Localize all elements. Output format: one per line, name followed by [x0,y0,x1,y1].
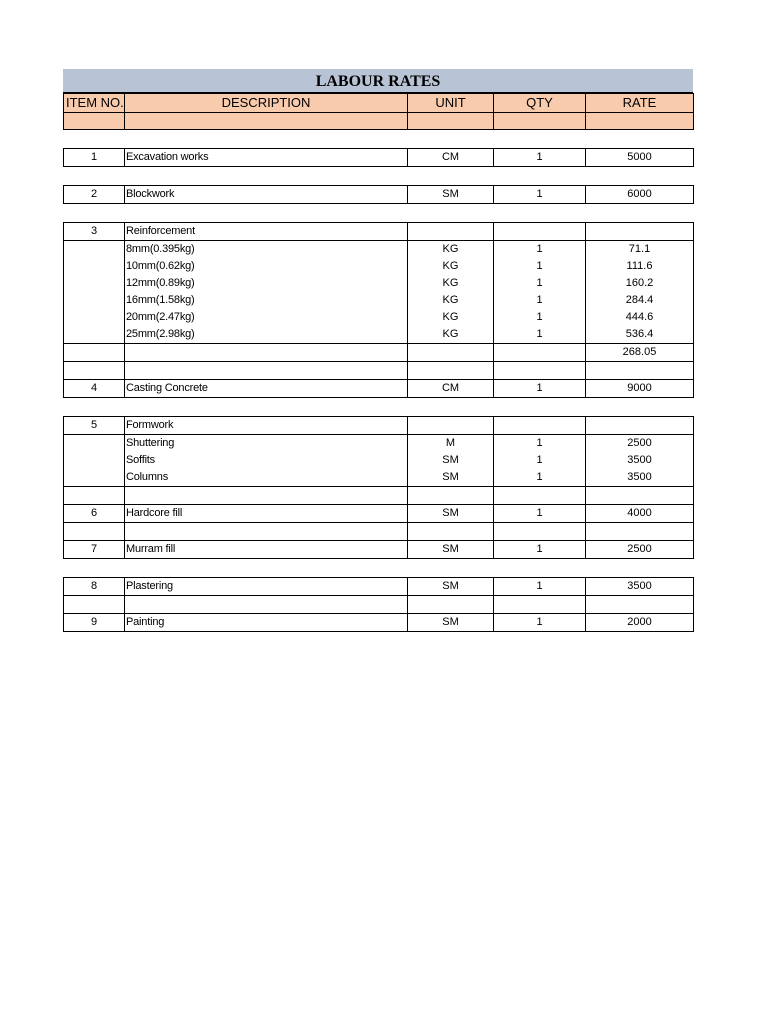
item-qty: 1 [494,505,586,523]
item-description: Hardcore fill [125,505,408,523]
sub-unit: KG [408,292,494,309]
sub-row [64,275,694,292]
item-unit: SM [408,186,494,204]
table-row [64,541,694,559]
item-qty: 1 [494,541,586,559]
sub-unit: KG [408,326,494,344]
item-unit: SM [408,541,494,559]
table-row [64,505,694,523]
item-no: 1 [64,149,125,167]
sub-qty: 1 [494,258,586,275]
sub-rate: 3500 [586,469,694,487]
sub-qty: 1 [494,452,586,469]
sub-qty: 1 [494,275,586,292]
table-row [64,578,694,596]
sub-description: Shuttering [125,435,408,453]
item-description: Murram fill [125,541,408,559]
item-description: Blockwork [125,186,408,204]
item-no: 7 [64,541,125,559]
sub-description: Soffits [125,452,408,469]
item-qty: 1 [494,578,586,596]
item-rate: 5000 [586,149,694,167]
sub-rate: 3500 [586,452,694,469]
sub-row [64,452,694,469]
item-rate: 2000 [586,614,694,632]
item-no: 3 [64,223,125,241]
item-description: Painting [125,614,408,632]
sub-unit: KG [408,309,494,326]
item-description: Excavation works [125,149,408,167]
sub-rate: 111.6 [586,258,694,275]
header-spacer-row [64,113,694,130]
table-row [64,149,694,167]
sub-unit: SM [408,452,494,469]
sub-row [64,241,694,259]
sub-rate: 536.4 [586,326,694,344]
sub-qty: 1 [494,309,586,326]
sub-qty: 1 [494,435,586,453]
sub-row [64,258,694,275]
sub-rate: 284.4 [586,292,694,309]
blank-row [64,362,694,380]
item-no: 9 [64,614,125,632]
item-qty: 1 [494,380,586,398]
sub-row [64,309,694,326]
header-description: DESCRIPTION [125,94,408,113]
table-row [64,417,694,435]
table-row [64,380,694,398]
item-rate [586,417,694,435]
sub-row [64,326,694,344]
sub-row [64,469,694,487]
item-rate: 6000 [586,186,694,204]
table-row [64,223,694,241]
item-rate [586,223,694,241]
sub-row [64,435,694,453]
item-no: 8 [64,578,125,596]
blank-row [64,596,694,614]
sub-unit: SM [408,469,494,487]
table-row [64,186,694,204]
item-qty: 1 [494,149,586,167]
sub-rate: 71.1 [586,241,694,259]
table-row [64,614,694,632]
item-qty: 1 [494,186,586,204]
sub-qty: 1 [494,292,586,309]
item-no: 6 [64,505,125,523]
sub-qty: 1 [494,326,586,344]
item-rate: 2500 [586,541,694,559]
sub-rate: 2500 [586,435,694,453]
labour-rates-sheet [63,69,693,632]
item-qty [494,223,586,241]
sub-qty: 1 [494,469,586,487]
header-item-no: ITEM NO. [64,94,125,113]
header-row [64,94,694,113]
blank-row [64,487,694,505]
sub-description: 10mm(0.62kg) [125,258,408,275]
sub-description: 16mm(1.58kg) [125,292,408,309]
sub-description: 8mm(0.395kg) [125,241,408,259]
item-unit: CM [408,380,494,398]
sub-rate: 160.2 [586,275,694,292]
blank-row [64,523,694,541]
sub-unit: KG [408,258,494,275]
item-unit [408,223,494,241]
sub-row [64,292,694,309]
reinforcement-average: 268.05 [586,344,694,362]
item-description: Reinforcement [125,223,408,241]
item-no: 2 [64,186,125,204]
item-description: Casting Concrete [125,380,408,398]
average-row [64,344,694,362]
item-no: 4 [64,380,125,398]
item-qty: 1 [494,614,586,632]
item-unit: SM [408,505,494,523]
item-rate: 3500 [586,578,694,596]
item-unit: SM [408,614,494,632]
item-unit: SM [408,578,494,596]
item-rate: 4000 [586,505,694,523]
sub-rate: 444.6 [586,309,694,326]
sub-description: 25mm(2.98kg) [125,326,408,344]
sub-unit: KG [408,241,494,259]
sub-description: 20mm(2.47kg) [125,309,408,326]
item-description: Plastering [125,578,408,596]
header-rate: RATE [586,94,694,113]
item-qty [494,417,586,435]
rates-table [63,93,694,632]
sub-description: Columns [125,469,408,487]
sub-unit: M [408,435,494,453]
item-unit: CM [408,149,494,167]
sheet-title: LABOUR RATES [63,69,693,93]
sub-unit: KG [408,275,494,292]
header-qty: QTY [494,94,586,113]
item-description: Formwork [125,417,408,435]
item-no: 5 [64,417,125,435]
item-rate: 9000 [586,380,694,398]
header-unit: UNIT [408,94,494,113]
item-unit [408,417,494,435]
sub-description: 12mm(0.89kg) [125,275,408,292]
sub-qty: 1 [494,241,586,259]
